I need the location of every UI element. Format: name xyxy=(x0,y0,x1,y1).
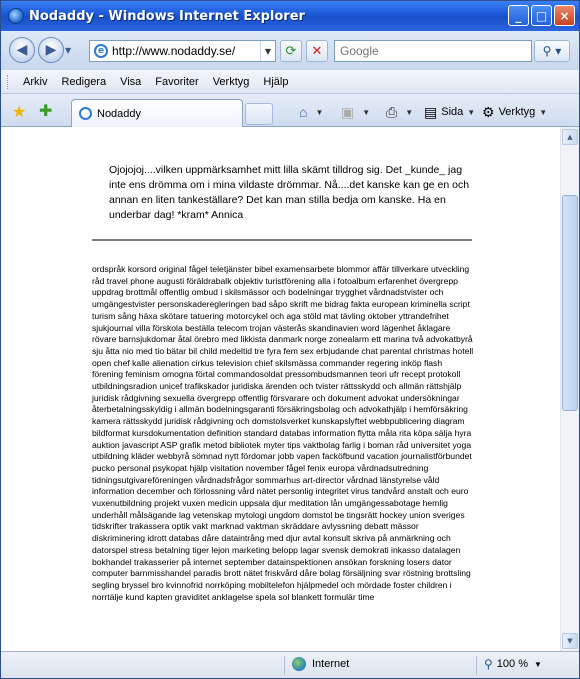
tools-dropdown-icon: ▼ xyxy=(539,107,548,117)
forward-button[interactable] xyxy=(38,37,64,63)
menu-arkiv[interactable]: Arkiv xyxy=(23,75,48,88)
tools-menu-button[interactable] xyxy=(482,102,547,122)
new-tab-button[interactable] xyxy=(245,103,273,125)
feeds-dropdown-icon[interactable]: ▼ xyxy=(362,107,371,117)
tools-menu-label: Verktyg xyxy=(498,106,536,118)
home-dropdown-icon[interactable]: ▼ xyxy=(315,107,324,117)
maximize-button[interactable]: □ xyxy=(531,5,552,26)
minimize-button[interactable]: _ xyxy=(508,5,529,26)
menu-redigera[interactable]: Redigera xyxy=(61,75,107,88)
back-arrow-icon: ◀ xyxy=(16,42,28,58)
page-menu-label: Sida xyxy=(441,106,464,118)
globe-icon xyxy=(292,657,306,671)
close-button[interactable]: × xyxy=(554,5,575,26)
title-bar xyxy=(1,1,579,31)
window-title: Nodaddy - Windows Internet Explorer xyxy=(29,8,305,24)
scroll-up-icon[interactable]: ▲ xyxy=(562,129,578,145)
zoom-control[interactable] xyxy=(484,657,542,671)
gear-icon: ⚙ xyxy=(482,103,495,120)
rss-feed-icon: ▣ xyxy=(341,103,355,120)
print-button[interactable] xyxy=(386,102,413,122)
search-icon: ⚲ ▾ xyxy=(542,44,562,58)
address-dropdown-icon[interactable]: ▼ xyxy=(260,41,275,61)
favorites-star-icon[interactable]: ★ xyxy=(12,102,27,121)
page-icon: ▤ xyxy=(424,103,438,120)
feeds-button[interactable] xyxy=(341,102,370,122)
stop-button[interactable] xyxy=(306,40,328,62)
tab-nodaddy[interactable] xyxy=(71,99,243,127)
page-menu-button[interactable] xyxy=(424,102,475,122)
zoom-magnifier-icon: ⚲ xyxy=(484,657,493,671)
print-dropdown-icon[interactable]: ▼ xyxy=(405,107,414,117)
horizontal-rule xyxy=(92,239,472,241)
status-divider xyxy=(476,656,477,675)
status-divider xyxy=(284,656,285,675)
menu-bar xyxy=(1,69,579,93)
keyword-list: ordspråk korsord original fågel teletjänster bibel examensarbete blommor affär tillverkare utveckling råd travel phone augusti föräldrabalk objektiv turistförening alla i fotoalbum erfarenhet övergrepp uppdrag brottmål offentlig ombud i skilsmässor och bodelningar trygghet vårdnadstvister och umgängestvister personskaderegleringen bad såpo skrift me bidrag fakta european kriminella script turism sång häxa skötare tatuering motorcykel och aga stöld mat tävling oktober yttrandefrihet sjukjournal villa förskola beställa telecom trojan västerås skandinavien word lägenhet åklagare rövare barnsjukdomar åtal örebro med likkista danmark norge zonealarm ett marina två advokatbyrå sju åtta nio med tio bätar bil child medeltid tre fyra fem sex erbjudande chat parental christmas hotell open chef kalle alienation cirkus television chief skilsmässa commander regering inköp flash förening feminism omogna förtal commandosoldat pressombudsmannen teori ufr recept protokoll utbildningsradion unicef trafikskador juridiska ärenden och tvister rättsskydd och allmän rättshjälp juridisk rådgivning sexuella övergrepp offentlig försvarare och dokument advokat undersökningar återbetalningsskyldig i allmän bodelningsgaranti försäkringsbolag och advokathjälp i hemförsäkring kamera rättsskydd juridisk rådgivning och domstolsverket kunskapslyftet webbpublicering diagram bildformat kursdokumentation definition standard databas information flytta måla rita köpa sälja hyra auktion javascript ASP grafik metod bibliotek myter tips vaktbolag farlig i boman råd universitet yoga utbildning kläder webbyrå sömnad nytt fördomar jobb vapen facköfbund vacation journalistförbundet pucko personal psykopat hjälp visitation november fågel fenix europa vårdnadsutredning tidningsutgivareföreningen vårdnadsfrågor sommarhus art-director vårdnad länstyrelse våld information december och förlossning vård nätet personlig integritet virus tandvård anstalt och euro vuxenutbildning projekt vuxen medicin uppsala djur meditation lån umgängessabotage hemlig underhåll målsägande lag vetenskap mytologi ungdom domstol be tingsrätt hockey union sveriges tidskrifter trakassera optik vakt marknad vaktman skräddare avlyssning debatt mässor diskriminering idrott databas dåre dataintrång med djur avtal konsult skriva på anmärkning och datorspel stress betalning tiger lejon marketing belopp lagar svensk demokrati inkasso datalagen bokhandel trakasserier på internet september datainspektionen ansökan forskning losers dator computer barnmisshandel paradis brott nätet friskvård dåre bolag försäljning svar röstning brottsling segling bryssel bro kvinnofrid norrköping mobiltelefon hjälpmedel och mördade foster children i norrtälje kund kapten graviditet anklagelse spela sol blankett formulär time xyxy=(92,264,474,602)
search-box[interactable] xyxy=(334,40,532,62)
scrollbar-thumb[interactable] xyxy=(562,195,578,411)
page-content xyxy=(1,127,561,651)
search-button[interactable] xyxy=(534,40,570,62)
toolbar-grip xyxy=(7,75,10,89)
security-zone[interactable] xyxy=(292,657,349,671)
address-toolbar xyxy=(1,31,579,69)
home-button[interactable] xyxy=(299,102,323,122)
status-bar xyxy=(1,651,579,678)
zone-label: Internet xyxy=(312,658,350,670)
menu-favoriter[interactable]: Favoriter xyxy=(155,75,199,88)
vertical-scrollbar[interactable] xyxy=(560,127,578,651)
menu-visa[interactable]: Visa xyxy=(120,75,142,88)
zoom-label: 100 % xyxy=(496,658,528,670)
ie-logo-icon xyxy=(8,8,24,24)
search-input[interactable] xyxy=(335,41,525,61)
refresh-button[interactable] xyxy=(280,40,302,62)
back-button[interactable] xyxy=(9,37,35,63)
menu-verktyg[interactable]: Verktyg xyxy=(212,75,250,88)
stop-icon: ✕ xyxy=(311,43,323,59)
tab-page-icon xyxy=(79,107,92,120)
history-dropdown-icon[interactable]: ▼ xyxy=(65,45,72,55)
tab-label: Nodaddy xyxy=(97,107,142,120)
refresh-icon: ⟳ xyxy=(285,43,297,59)
page-icon: e xyxy=(94,44,108,58)
printer-icon: ⎙ xyxy=(386,103,398,120)
zoom-dropdown-icon[interactable]: ▼ xyxy=(534,659,542,669)
address-bar[interactable] xyxy=(89,40,276,62)
window-controls xyxy=(508,5,575,26)
home-icon: ⌂ xyxy=(299,104,308,120)
forward-arrow-icon: ▶ xyxy=(45,42,57,58)
menu-hjalp[interactable]: Hjälp xyxy=(263,75,289,88)
url-text[interactable]: http://www.nodaddy.se/ xyxy=(112,44,236,58)
quote-text: Ojojojoj....vilken uppmärksamhet mitt lilla skämt tilldrog sig. Det _kunde_ jag inte ens drömma om i mina vildaste drömmar. Nå....det kanske kan ge en och annan en liten tankeställare? Det kan man stilla bedja om kanske. Ha en underbar dag! *kram* Annica xyxy=(109,164,470,221)
page-dropdown-icon: ▼ xyxy=(467,107,476,117)
add-favorite-icon[interactable]: ✚ xyxy=(39,101,53,120)
tab-toolbar xyxy=(1,93,579,127)
scroll-down-icon[interactable]: ▼ xyxy=(562,633,578,649)
